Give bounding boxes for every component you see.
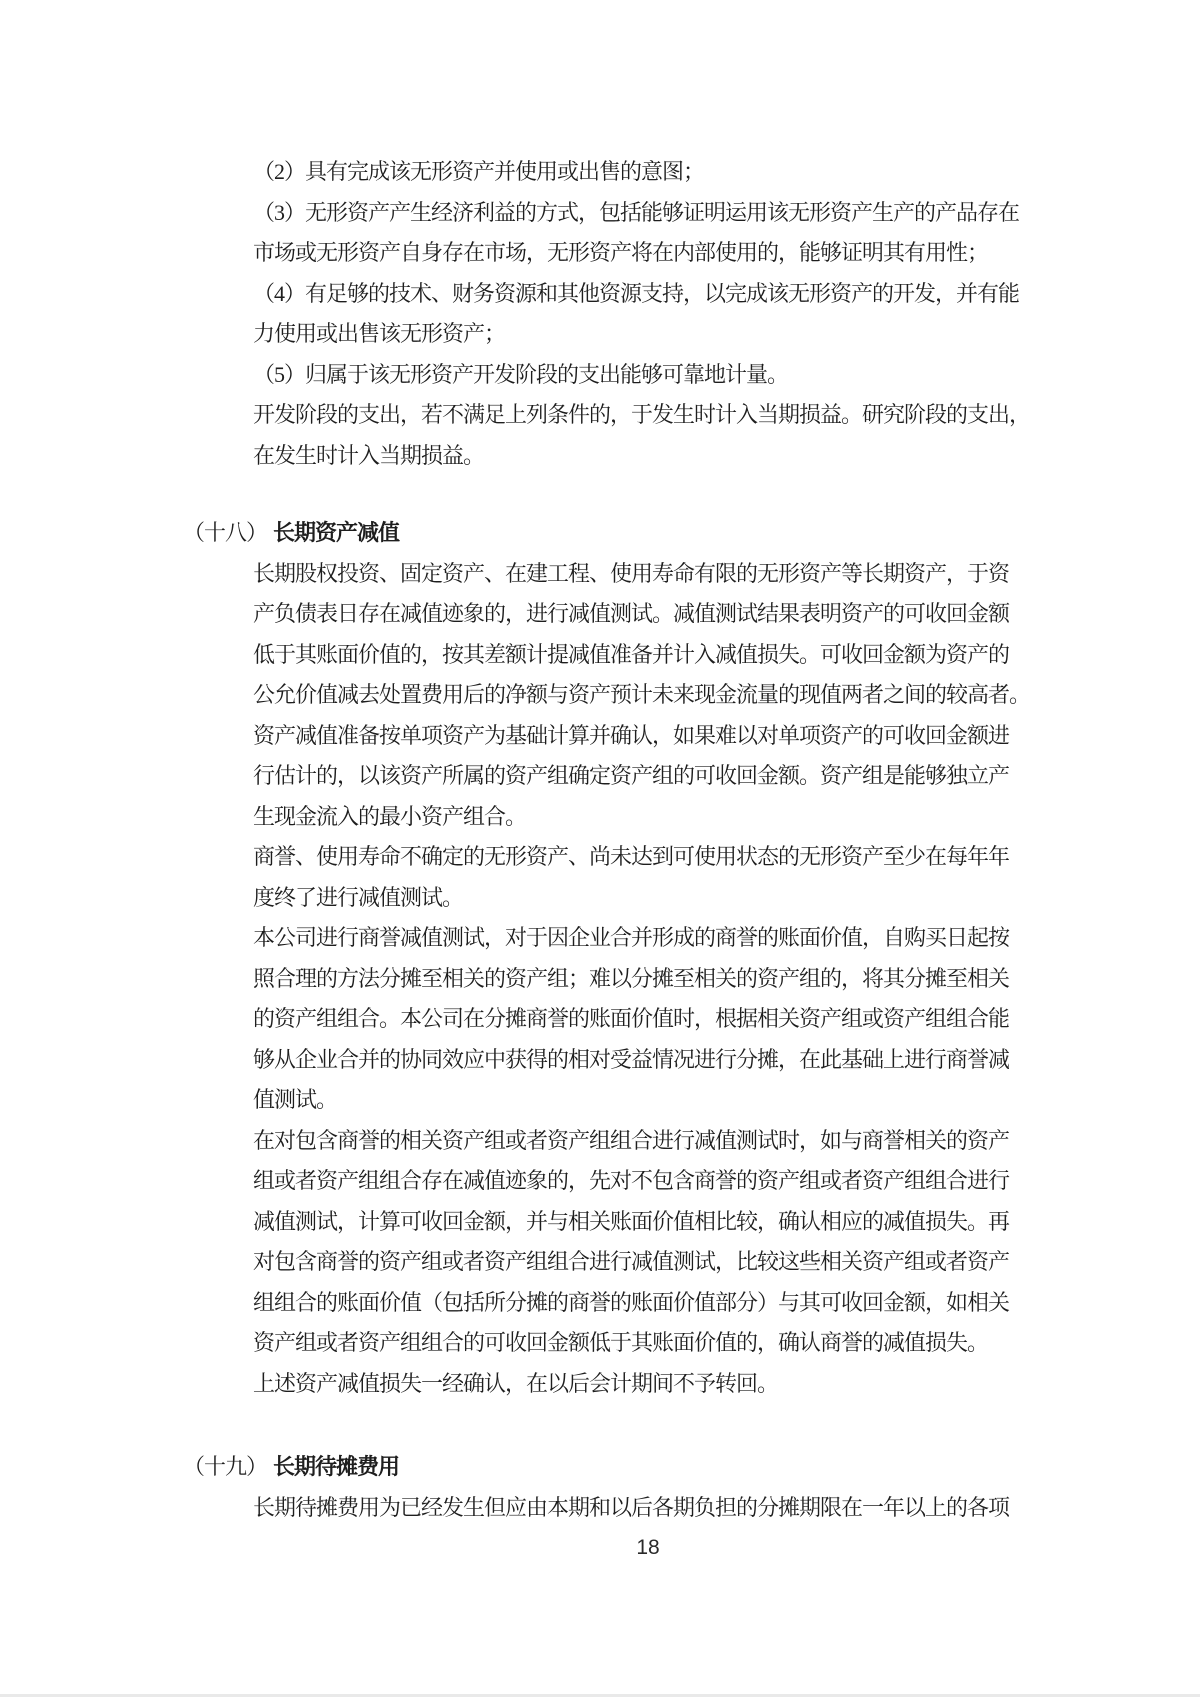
text-line: 生现金流入的最小资产组合。 (253, 803, 527, 829)
section-18-title: 长期资产减值 (273, 520, 400, 545)
text-line: 组或者资产组组合存在减值迹象的，先对不包含商誉的资产组或者资产组组合进行 (253, 1168, 1010, 1193)
section-19-body (253, 1488, 1043, 1529)
text-line: 长期股权投资、固定资产、在建工程、使用寿命有限的无形资产等长期资产，于资 (253, 560, 1010, 586)
section-19-heading (183, 1447, 1043, 1488)
text-line: 减值测试，计算可收回金额，并与相关账面价值相比较，确认相应的减值损失。再 (253, 1208, 1010, 1234)
section-19-number: （十九） (183, 1454, 268, 1479)
section-18-body (253, 554, 1043, 1405)
text-line: 开发阶段的支出，若不满足上列条件的，于发生时计入当期损益。研究阶段的支出， (253, 402, 1031, 427)
text-line: 产负债表日存在减值迹象的，进行减值测试。减值测试结果表明资产的可收回金额 (253, 601, 1010, 626)
text-line: 资产减值准备按单项资产为基础计算并确认，如果难以对单项资产的可收回金额进 (253, 722, 1010, 748)
text-line: （4）有足够的技术、财务资源和其他资源支持，以完成该无形资产的开发，并有能 (253, 280, 1020, 306)
text-line: 长期待摊费用为已经发生但应由本期和以后各期负担的分摊期限在一年以上的各项 (253, 1494, 1010, 1520)
text-line: 够从企业合并的协同效应中获得的相对受益情况进行分摊，在此基础上进行商誉减 (253, 1046, 1010, 1072)
text-line: 在对包含商誉的相关资产组或者资产组组合进行减值测试时，如与商誉相关的资产 (253, 1127, 1010, 1153)
text-line: 的资产组组合。本公司在分摊商誉的账面价值时，根据相关资产组或资产组组合能 (253, 1006, 1010, 1031)
page-number: 18 (636, 1536, 660, 1559)
text-line: 在发生时计入当期损益。 (253, 442, 485, 468)
text-line: 度终了进行减值测试。 (253, 884, 464, 910)
text-line: 本公司进行商誉减值测试，对于因企业合并形成的商誉的账面价值，自购买日起按 (253, 925, 1010, 950)
text-line: 上述资产减值损失一经确认，在以后会计期间不予转回。 (253, 1370, 779, 1396)
text-line: 低于其账面价值的，按其差额计提减值准备并计入减值损失。可收回金额为资产的 (253, 641, 1010, 667)
text-line: （3）无形资产产生经济利益的方式，包括能够证明运用该无形资产生产的产品存在 (253, 199, 1020, 225)
text-line: 值测试。 (253, 1087, 338, 1112)
text-line: （2）具有完成该无形资产并使用或出售的意图； (253, 159, 705, 184)
text-line: （5）归属于该无形资产开发阶段的支出能够可靠地计量。 (253, 361, 789, 387)
section-18-heading (183, 513, 1043, 554)
intro-paragraph (253, 152, 1043, 476)
text-line: 行估计的，以该资产所属的资产组确定资产组的可收回金额。资产组是能够独立产 (253, 763, 1010, 788)
text-line: 对包含商誉的资产组或者资产组组合进行减值测试，比较这些相关资产组或者资产 (253, 1249, 1010, 1274)
text-line: 资产组或者资产组组合的可收回金额低于其账面价值的，确认商誉的减值损失。 (253, 1330, 989, 1355)
text-line: 照合理的方法分摊至相关的资产组；难以分摊至相关的资产组的，将其分摊至相关 (253, 965, 1010, 991)
text-column (183, 0, 1043, 1562)
section-18-number: （十八） (183, 520, 268, 545)
section-19-title: 长期待摊费用 (273, 1454, 400, 1479)
text-line: 市场或无形资产自身存在市场，无形资产将在内部使用的，能够证明其有用性； (253, 240, 989, 265)
text-line: 商誉、使用寿命不确定的无形资产、尚未达到可使用状态的无形资产至少在每年年 (253, 844, 1010, 869)
text-line: 力使用或出售该无形资产； (253, 321, 506, 346)
text-line: 组组合的账面价值（包括所分摊的商誉的账面价值部分）与其可收回金额，如相关 (253, 1289, 1010, 1315)
text-line: 公允价值减去处置费用后的净额与资产预计未来现金流量的现值两者之间的较高者。 (253, 682, 1031, 707)
